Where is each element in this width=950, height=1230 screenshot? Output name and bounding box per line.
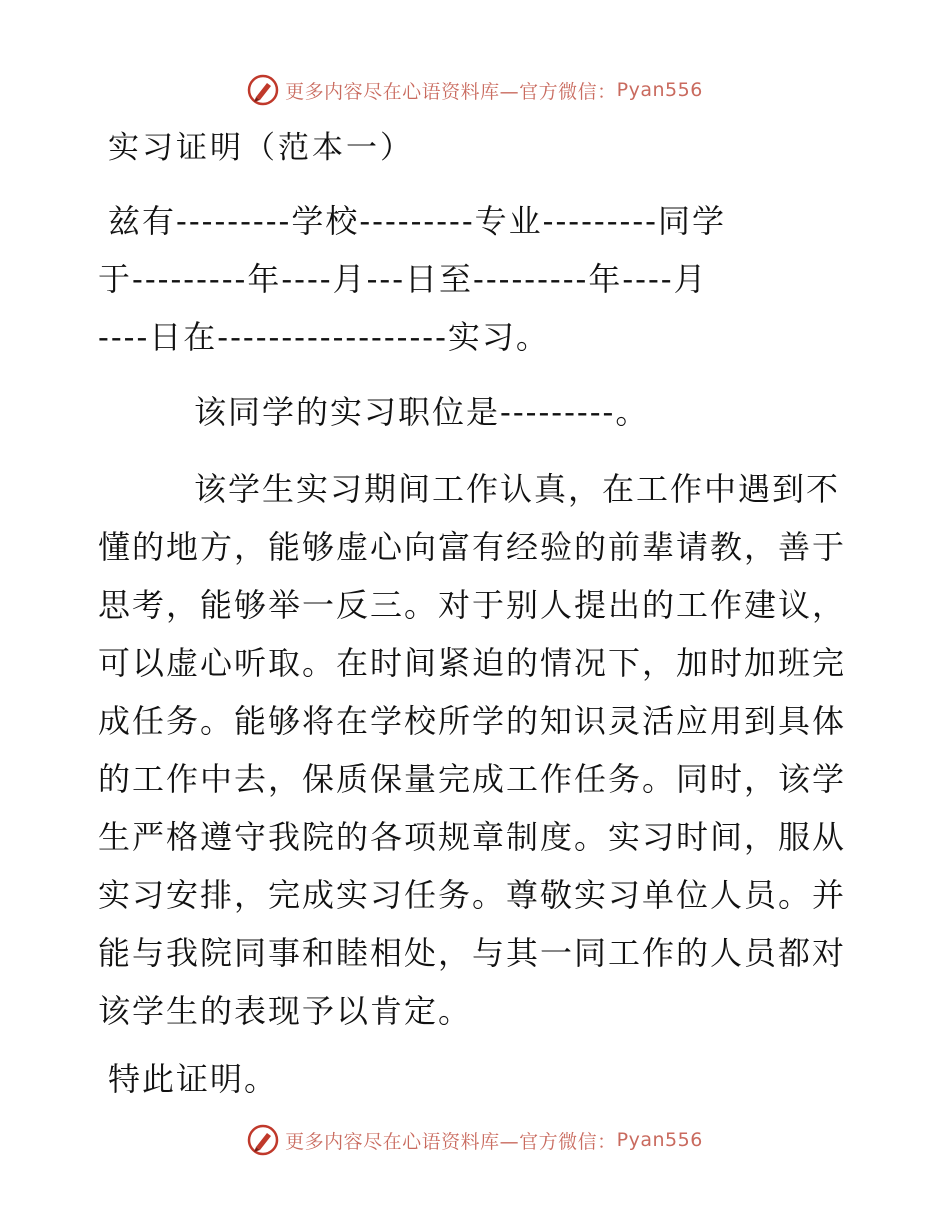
watermark-text: 更多内容尽在心语资料库—官方微信： (285, 80, 617, 103)
text-line: 实习安排，完成实习任务。尊敬实习单位人员。并 (98, 876, 847, 914)
document-title: 实习证明（范本一） (108, 130, 414, 166)
position-paragraph (98, 383, 858, 441)
text-line: 该学生实习期间工作认真，在工作中遇到不 (194, 470, 841, 508)
evaluation-paragraph (98, 460, 858, 1040)
text-line: 该同学的实习职位是---------。 (194, 393, 650, 431)
text-line: 兹有---------学校---------专业---------同学 (108, 202, 726, 240)
text-line: 该学生的表现予以肯定。 (98, 992, 473, 1030)
text-line: 思考，能够举一反三。对于别人提出的工作建议， (98, 586, 847, 624)
text-line: 能与我院同事和睦相处，与其一同工作的人员都对 (98, 934, 847, 972)
text-line: 于---------年----月---日至---------年----月 (98, 260, 708, 298)
text-line: 的工作中去，保质保量完成工作任务。同时，该学 (98, 760, 847, 798)
text-line: 生严格遵守我院的各项规章制度。实习时间，服从 (98, 818, 847, 856)
closing-statement: 特此证明。 (108, 1060, 279, 1098)
watermark-footer (0, 1122, 950, 1158)
watermark-text: 更多内容尽在心语资料库—官方微信： (285, 1130, 617, 1153)
text-line: 可以虚心听取。在时间紧迫的情况下，加时加班完 (98, 644, 847, 682)
text-line: 懂的地方，能够虚心向富有经验的前辈请教，善于 (98, 528, 847, 566)
watermark-header (0, 72, 950, 108)
pen-logo-icon (247, 74, 279, 106)
pen-logo-icon (247, 1124, 279, 1156)
certificate-intro-paragraph (98, 192, 858, 366)
text-line: ----日在------------------实习。 (98, 318, 550, 356)
text-line: 成任务。能够将在学校所学的知识灵活应用到具体 (98, 702, 847, 740)
watermark-wechat-id: Pyan556 (616, 79, 703, 101)
watermark-wechat-id: Pyan556 (616, 1129, 703, 1151)
